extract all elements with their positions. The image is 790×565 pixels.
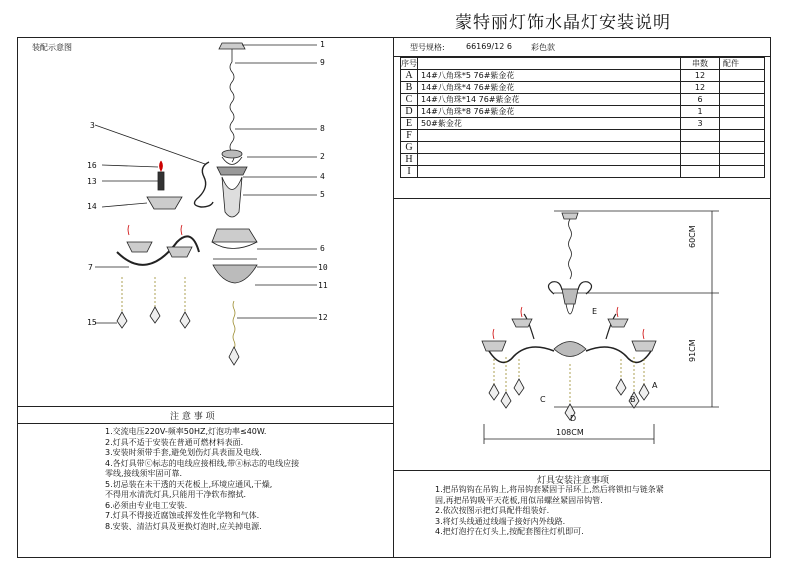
- callout-14: 14: [87, 202, 97, 211]
- install-item: 3.将灯头线通过线端子接好内外线路.: [435, 516, 566, 526]
- note-item: 零线,接线须牢固可靠.: [105, 469, 183, 478]
- note-item: 4.各灯具带ⓒ标志的电线应接相线,带ⓐ标志的电线应接: [105, 458, 300, 468]
- table-row: [401, 166, 765, 178]
- row-desc: [418, 166, 681, 178]
- install-title: 灯具安装注意事项: [537, 476, 610, 486]
- install-item: 2.依次按图示把灯具配件组装好.: [435, 506, 550, 515]
- callout-13: 13: [87, 177, 97, 186]
- note-item: 3.安装时须带手套,避免划伤灯具表面及电线.: [105, 448, 262, 457]
- row-desc: 50#紫金花: [418, 118, 681, 130]
- callout-7: 7: [88, 263, 93, 272]
- install-label-a: A: [652, 381, 658, 390]
- model-label: 型号规格:: [410, 43, 445, 52]
- install-label-b: B: [630, 395, 636, 404]
- table-row: [401, 142, 765, 154]
- header-desc: [418, 58, 681, 70]
- row-fitting: [720, 154, 765, 166]
- table-row: [401, 106, 765, 118]
- callout-8: 8: [320, 124, 325, 133]
- row-code: I: [401, 166, 418, 178]
- header-fitting: 配件: [720, 58, 765, 70]
- spec-row: [394, 37, 771, 57]
- callout-3: 3: [90, 121, 95, 130]
- row-code: F: [401, 130, 418, 142]
- table-row: [401, 82, 765, 94]
- row-code: D: [401, 106, 418, 118]
- table-row: [401, 70, 765, 82]
- row-fitting: [720, 166, 765, 178]
- install-item: 4.把灯泡拧在灯头上,按配套图往灯机即可.: [435, 527, 584, 536]
- row-desc: 14#八角珠*5 76#紫金花: [418, 70, 681, 82]
- callout-16: 16: [87, 161, 97, 170]
- callout-1: 1: [320, 40, 325, 49]
- model-value: 66169/12 6: [466, 42, 512, 51]
- row-qty: [681, 166, 720, 178]
- table-row: [401, 118, 765, 130]
- assembly-diagram: [17, 37, 394, 407]
- note-item: 7.灯具不得接近腐蚀或挥发性化学物和气体.: [105, 511, 260, 520]
- row-qty: [681, 154, 720, 166]
- row-qty: 3: [681, 118, 720, 130]
- install-list: [435, 485, 664, 538]
- table-header-row: [401, 58, 765, 70]
- callout-15: 15: [87, 318, 97, 327]
- note-item: 6.必须由专业电工安装.: [105, 500, 188, 510]
- callout-4: 4: [320, 172, 325, 181]
- row-desc: 14#八角珠*14 76#紫金花: [418, 94, 681, 106]
- install-label-d: D: [570, 414, 577, 423]
- row-fitting: [720, 130, 765, 142]
- row-fitting: [720, 94, 765, 106]
- row-code: H: [401, 154, 418, 166]
- row-code: B: [401, 82, 418, 94]
- row-desc: [418, 154, 681, 166]
- callout-2: 2: [320, 152, 325, 161]
- assembly-diagram-label: 装配示意图: [32, 43, 72, 52]
- row-desc: [418, 142, 681, 154]
- install-item: 固,再把吊钩吸平天花板,用似吊螺丝紧固吊钩管.: [435, 495, 603, 505]
- dimension-height-top: 60CM: [688, 225, 697, 248]
- row-code: G: [401, 142, 418, 154]
- row-qty: 6: [681, 94, 720, 106]
- callout-9: 9: [320, 58, 325, 67]
- callout-10: 10: [318, 263, 328, 272]
- install-label-e: E: [592, 307, 598, 316]
- table-row: [401, 154, 765, 166]
- callout-11: 11: [318, 281, 328, 290]
- row-code: E: [401, 118, 418, 130]
- row-code: A: [401, 70, 418, 82]
- callout-5: 5: [320, 190, 325, 199]
- row-desc: 14#八角珠*8 76#紫金花: [418, 106, 681, 118]
- callout-12: 12: [318, 313, 328, 322]
- header-code: 序号: [401, 59, 417, 68]
- row-fitting: [720, 142, 765, 154]
- notes-list: [105, 427, 299, 532]
- color-variant: 彩色款: [531, 43, 555, 52]
- notes-title: 注 意 事 项: [170, 412, 215, 422]
- note-item: 2.灯具不适于安装在普通可燃材料表面.: [105, 437, 244, 447]
- row-qty: [681, 130, 720, 142]
- page-title: 蒙特丽灯饰水晶灯安装说明: [455, 13, 671, 33]
- row-fitting: [720, 106, 765, 118]
- note-item: 1.交流电压220V-频率50HZ,灯泡功率≤40W.: [105, 427, 267, 436]
- header-qty: 串数: [681, 58, 720, 70]
- row-qty: [681, 142, 720, 154]
- dimension-height-body: 91CM: [688, 339, 697, 362]
- row-fitting: [720, 82, 765, 94]
- row-desc: [418, 130, 681, 142]
- dimension-width: 108CM: [556, 428, 584, 437]
- row-code: C: [401, 94, 418, 106]
- row-desc: 14#八角珠*4 76#紫金花: [418, 82, 681, 94]
- install-title-bar: [394, 470, 771, 471]
- table-row: [401, 130, 765, 142]
- note-item: 不得用水清洗灯具,只能用干净软布擦拭.: [105, 490, 247, 499]
- row-qty: 12: [681, 82, 720, 94]
- callout-6: 6: [320, 244, 325, 253]
- note-item: 8.安装、清洁灯具及更换灯泡时,应关掉电源.: [105, 521, 262, 531]
- row-fitting: [720, 70, 765, 82]
- install-label-c: C: [540, 395, 546, 404]
- row-qty: 12: [681, 70, 720, 82]
- note-item: 5.切忌装在未干透的天花板上,环境应通风,干燥,: [105, 479, 273, 489]
- install-item: 1.把吊钩钩在吊钩上,将吊钩套紧固于吊环上,然后将锁扣与链条紧: [435, 485, 664, 494]
- table-row: [401, 94, 765, 106]
- row-qty: 1: [681, 106, 720, 118]
- parts-table: [400, 57, 765, 178]
- row-fitting: [720, 118, 765, 130]
